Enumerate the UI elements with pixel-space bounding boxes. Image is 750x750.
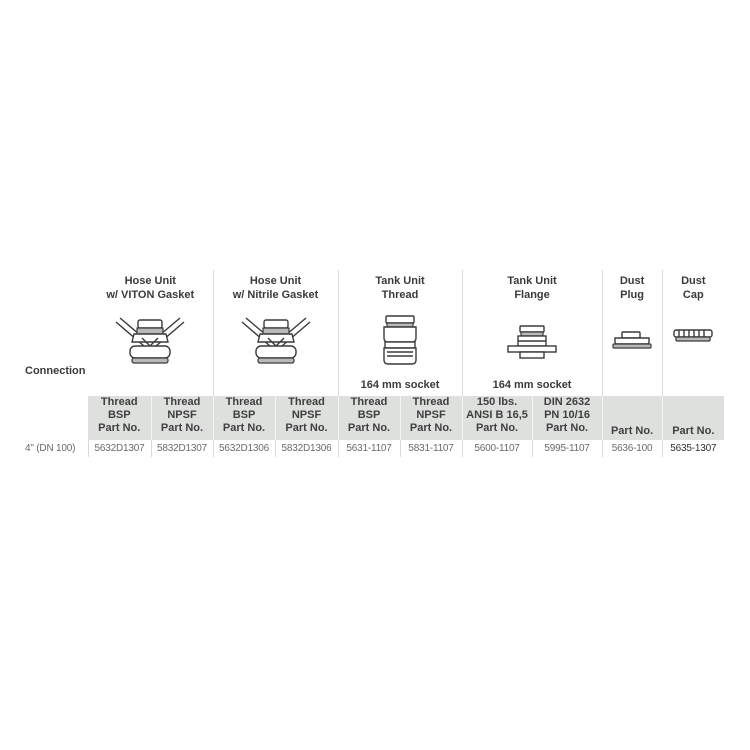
part-number-cell: 5832D1307 bbox=[151, 440, 213, 457]
group-title: Hose Unit w/ VITON Gasket bbox=[106, 275, 195, 301]
group-title: Hose Unit w/ Nitrile Gasket bbox=[232, 275, 319, 301]
group-tank-flange bbox=[462, 270, 602, 396]
group-tank-thread bbox=[338, 270, 462, 396]
subheader-thread-npsf: Thread NPSF Part No. bbox=[151, 396, 213, 440]
group-dust-cap bbox=[662, 270, 724, 396]
group-header-row bbox=[22, 270, 724, 396]
part-number-cell: 5832D1306 bbox=[275, 440, 338, 457]
coupling-spec-table bbox=[22, 270, 724, 457]
table-row bbox=[22, 440, 724, 457]
subheader-thread-npsf: Thread NPSF Part No. bbox=[275, 396, 338, 440]
group-hose-viton bbox=[88, 270, 213, 396]
hose-unit-coupling-icon bbox=[88, 310, 213, 372]
part-number-cell: 5636-100 bbox=[602, 440, 662, 457]
part-number-cell: 5995-1107 bbox=[532, 440, 602, 457]
subheader-row bbox=[22, 396, 724, 440]
row-size-label: 4" (DN 100) bbox=[22, 440, 88, 457]
group-title: Tank Unit Flange bbox=[507, 275, 557, 301]
hose-unit-coupling-icon bbox=[214, 310, 338, 372]
group-dust-plug bbox=[602, 270, 662, 396]
subheader-thread-bsp: Thread BSP Part No. bbox=[338, 396, 400, 440]
dust-plug-icon bbox=[603, 310, 662, 372]
part-number-cell: 5600-1107 bbox=[462, 440, 532, 457]
subheader-din: DIN 2632 PN 10/16 Part No. bbox=[532, 396, 602, 440]
subheader-ansi: 150 lbs. ANSI B 16,5 Part No. bbox=[462, 396, 532, 440]
part-number-cell: 5632D1307 bbox=[88, 440, 151, 457]
group-title: Tank Unit Thread bbox=[375, 275, 425, 301]
tank-unit-flange-icon bbox=[463, 310, 602, 372]
dust-cap-icon bbox=[663, 310, 725, 372]
tank-unit-thread-icon bbox=[339, 310, 462, 372]
part-number-cell: 5632D1306 bbox=[213, 440, 275, 457]
group-title: Dust Plug bbox=[619, 275, 645, 301]
connection-label: Connection bbox=[25, 365, 86, 377]
socket-size-note: 164 mm socket bbox=[492, 379, 572, 391]
part-number-cell: 5831-1107 bbox=[400, 440, 462, 457]
part-number-cell: 5635-1307 bbox=[670, 443, 717, 454]
part-number-cell: 5631-1107 bbox=[338, 440, 400, 457]
subheader-thread-bsp: Thread BSP Part No. bbox=[213, 396, 275, 440]
subheader-thread-npsf: Thread NPSF Part No. bbox=[400, 396, 462, 440]
subheader-part-no: Part No. bbox=[602, 396, 662, 440]
connection-label-cell bbox=[22, 270, 88, 440]
subheader-thread-bsp: Thread BSP Part No. bbox=[88, 396, 151, 440]
socket-size-note: 164 mm socket bbox=[360, 379, 440, 391]
group-title: Dust Cap bbox=[681, 275, 706, 301]
subheader-part-no: Part No. bbox=[662, 396, 724, 440]
group-hose-nitrile bbox=[213, 270, 338, 396]
